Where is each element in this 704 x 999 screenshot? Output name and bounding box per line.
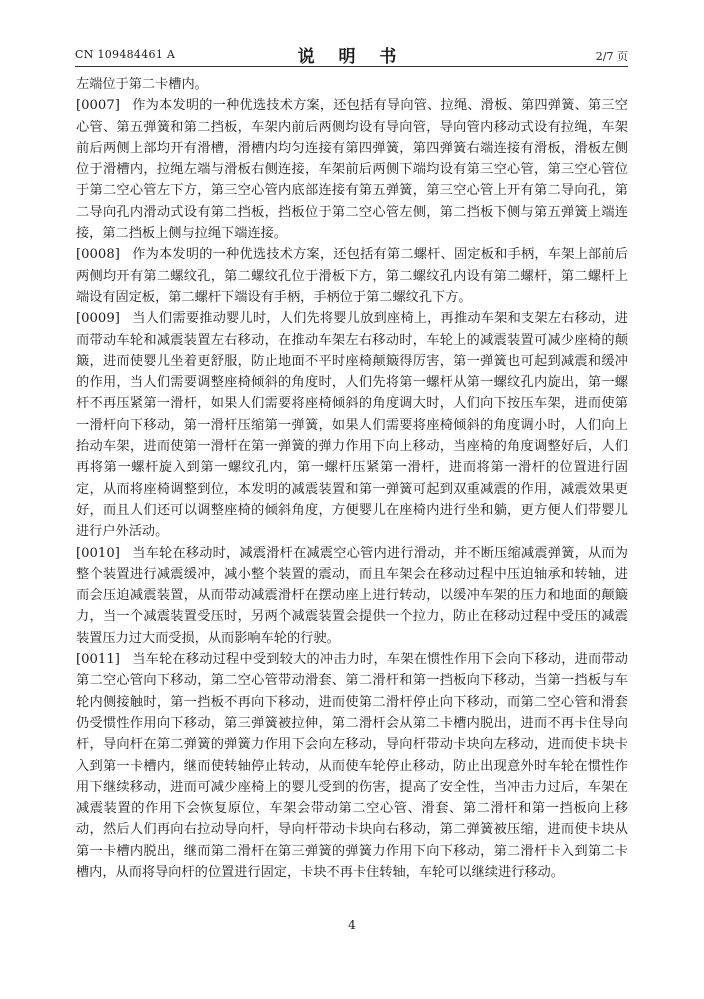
paragraph-number: [0009] (76, 311, 120, 327)
paragraph-0011 (76, 649, 628, 883)
paragraph-number: [0011] (76, 652, 120, 668)
page-header (75, 42, 628, 66)
paragraph-0009 (76, 308, 628, 542)
page-number: 4 (348, 918, 356, 932)
paragraph-0010 (76, 543, 628, 649)
paragraph-text: 作为本发明的一种优选技术方案，还包括有导向管、拉绳、滑板、第四弹簧、第三空心管、第五弹簧和第二挡板，车架内前后两侧均设有导向管，导向管内移动式设有拉绳，车架前后两侧上部均开有滑槽，滑槽内均匀连接有第四弹簧，第四弹簧右端连接有滑板，滑板左侧位于滑槽内，拉绳左端与滑板右侧连接，车架前后两侧下端均设有第三空心管，第三空心管位于第二空心管左下方，第三空心管内底部连接有第五弹簧，第三空心管上开有第二导向孔，第二导向孔内滑动式设有第二挡板，挡板位于第二空心管左侧，第二挡板下侧与第五弹簧上端连接，第二挡板上侧与拉绳下端连接。 (76, 98, 628, 242)
description-body (76, 74, 628, 883)
page-indicator: 2/7 页 (595, 50, 628, 63)
paragraph-text: 作为本发明的一种优选技术方案，还包括有第二螺杆、固定板和手柄，车架上部前后两侧均开有第二螺纹孔，第二螺纹孔位于滑板下方，第二螺纹孔内设有第二螺杆，第二螺杆上端设有固定板，第二螺杆下端设有手柄，手柄位于第二螺纹孔下方。 (76, 247, 628, 305)
paragraph-text: 当人们需要推动婴儿时，人们先将婴儿放到座椅上，再推动车架和支架左右移动，进而带动车轮和减震装置左右移动，在推动车架左右移动时，车轮上的减震装置可减少座椅的颠簸，进而使婴儿坐着更舒服，防止地面不平时座椅颠簸得厉害，第一弹簧也可起到减震和缓冲的作用，当人们需要调整座椅倾斜的角度时，人们先将第一螺杆从第一螺纹孔内旋出，第一螺杆不再压紧第一滑杆，如果人们需要将座椅倾斜的角度调大时，人们向下按压车架，进而使第一滑杆向下移动，第一滑杆压缩第一弹簧，如果人们需要将座椅倾斜的角度调小时，人们向上抬动车架，进而使第一滑杆在第一弹簧的弹力作用下向上移动，当座椅的角度调整好后，人们再将第一螺杆旋入到第一螺纹孔内，第一螺杆压紧第一滑杆，进而将第一滑杆的位置进行固定，从而将座椅调整到位，本发明的减震装置和第一弹簧可起到双重减震的作用，减震效果更好，而且人们还可以调整座椅的倾斜角度，方便婴儿在座椅内进行坐和躺，更方便人们带婴儿进行户外活动。 (76, 311, 628, 540)
paragraph-number: [0010] (76, 545, 120, 561)
header-divider (75, 66, 628, 67)
paragraph-text: 当车轮在移动时，减震滑杆在减震空心管内进行滑动，并不断压缩减震弹簧，从而为整个装置进行减震缓冲，减小整个装置的震动，而且车架会在移动过程中压迫轴承和转轴，进而会压迫减震装置，从而带动减震滑杆在摆动座上进行转动，以缓冲车架的压力和地面的颠簸力，当一个减震装置受压时，另两个减震装置会提供一个拉力，防止在移动过程中受压的减震装置压力过大而受损，从而影响车轮的行驶。 (76, 545, 628, 646)
paragraph-number: [0008] (76, 247, 120, 263)
paragraph-text: 当车轮在移动过程中受到较大的冲击力时，车架在惯性作用下会向下移动，进而带动第二空心管向下移动，第二空心管带动滑套、第二滑杆和第一挡板向下移动，当第一挡板与车轮内侧接触时，第一挡板不再向下移动，进而使第二滑杆停止向下移动，而第二空心管和滑套仍受惯性作用向下移动，第三弹簧被拉伸，第二滑杆会从第二卡槽内脱出，进而不再卡住导向杆，导向杆在第二弹簧的弹簧力作用下会向左移动，导向杆带动卡块向左移动，进而使卡块卡入到第一卡槽内，继而使转轴停止转动，从而使车轮停止移动，防止出现意外时车轮在惯性作用下继续移动，进而可减少座椅上的婴儿受到的伤害，提高了安全性，当冲击力过后，车架在减震装置的作用下会恢复原位，车架会带动第二空心管、滑套、第二滑杆和第一挡板向上移动，然后人们再向右拉动导向杆，导向杆带动卡块向右移动，第二弹簧被压缩，进而使卡块从第一卡槽内脱出，继而第二滑杆在第三弹簧的弹簧力作用下向下移动，第二滑杆卡入到第二卡槽内，从而将导向杆的位置进行固定，卡块不再卡住转轴，车轮可以继续进行移动。 (76, 652, 628, 880)
document-title: 说 明 书 (297, 47, 406, 67)
paragraph-text: 左端位于第二卡槽内。 (76, 77, 208, 92)
paragraph-continuation (76, 74, 628, 95)
paragraph-0007 (76, 95, 628, 244)
publication-number: CN 109484461 A (75, 48, 176, 61)
paragraph-0008 (76, 244, 628, 308)
paragraph-number: [0007] (76, 98, 120, 114)
